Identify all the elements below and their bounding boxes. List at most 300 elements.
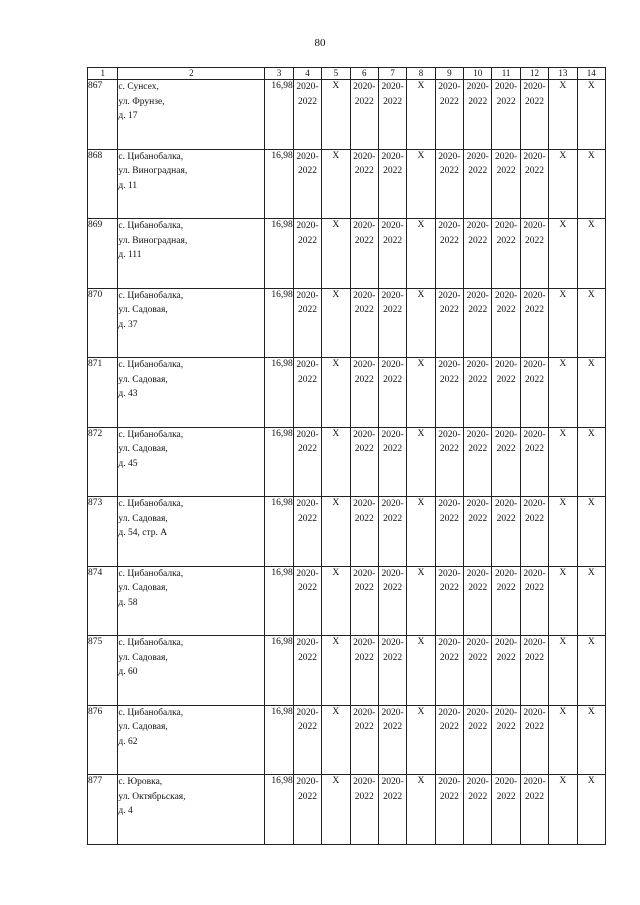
year-range-cell — [350, 705, 378, 775]
x-mark-cell: Х — [577, 288, 605, 358]
address-line: ул. Садовая, — [118, 513, 168, 524]
year-line: 2020- — [296, 82, 319, 92]
year-line: 2020- — [494, 568, 518, 579]
page-number: 80 — [314, 37, 326, 49]
year-line: 2022 — [439, 444, 459, 454]
x-mark-cell: Х — [577, 358, 605, 428]
year-line: 2022 — [383, 166, 403, 176]
year-line: 2022 — [524, 722, 544, 732]
year-line: 2020- — [296, 221, 319, 231]
year-line: 2022 — [468, 305, 488, 315]
year-range-cell — [435, 775, 463, 845]
address-cell — [118, 358, 265, 428]
address-line: ул. Фрунзе, — [118, 96, 165, 107]
year-range-cell — [350, 288, 378, 358]
year-line: 2020- — [438, 777, 461, 787]
year-line: 2020- — [296, 429, 319, 440]
year-line: 2022 — [468, 235, 488, 246]
year-line: 2022 — [439, 513, 459, 524]
year-line: 2022 — [439, 374, 459, 385]
year-line: 2020- — [466, 499, 489, 509]
column-header: 2 — [118, 68, 265, 80]
year-line: 2020- — [296, 360, 319, 370]
year-line: 2022 — [496, 722, 516, 732]
address-line: ул. Октябрьская, — [118, 791, 186, 802]
year-line: 2020- — [381, 221, 404, 231]
year-line: 2020- — [523, 429, 546, 440]
year-line: 2020- — [438, 707, 461, 718]
year-range-cell — [464, 636, 492, 706]
year-range-cell — [520, 80, 548, 150]
year-line: 2022 — [496, 583, 516, 593]
year-range-cell — [293, 358, 321, 428]
year-line: 2022 — [439, 791, 459, 802]
address-line: с. Цибанобалка, — [118, 360, 184, 370]
year-range-cell — [464, 219, 492, 289]
year-line: 2022 — [439, 166, 459, 176]
year-range-cell — [435, 149, 463, 219]
value-cell: 16,98 — [265, 358, 293, 428]
year-line: 2020- — [296, 290, 319, 301]
year-line: 2020- — [466, 151, 489, 162]
year-line: 2020- — [494, 151, 518, 162]
value-cell: 16,98 — [265, 80, 293, 150]
address-cell — [118, 427, 265, 497]
column-header: 7 — [378, 68, 406, 80]
table-row — [88, 80, 606, 150]
year-line: 2022 — [496, 96, 516, 107]
year-line: 2020- — [494, 360, 518, 370]
year-line: 2022 — [297, 513, 317, 524]
year-range-cell — [378, 288, 406, 358]
x-mark-cell: Х — [322, 219, 350, 289]
row-number-cell: 876 — [88, 705, 118, 775]
row-number-cell: 877 — [88, 775, 118, 845]
year-line: 2020- — [466, 568, 489, 579]
year-line: 2022 — [468, 444, 488, 454]
year-range-cell — [464, 775, 492, 845]
address-line: д. 54, стр. А — [118, 528, 168, 538]
year-range-cell — [378, 427, 406, 497]
year-line: 2022 — [468, 513, 488, 524]
address-cell — [118, 497, 265, 567]
year-line: 2020- — [523, 638, 546, 648]
year-line: 2020- — [494, 499, 518, 509]
year-range-cell — [378, 80, 406, 150]
year-line: 2020- — [353, 221, 376, 231]
year-line: 2022 — [524, 166, 544, 176]
year-range-cell — [293, 149, 321, 219]
x-mark-cell: Х — [549, 219, 577, 289]
year-range-cell — [378, 219, 406, 289]
address-line: ул. Садовая, — [118, 722, 168, 732]
year-line: 2020- — [381, 638, 404, 648]
year-line: 2022 — [468, 166, 488, 176]
year-line: 2020- — [494, 638, 518, 648]
year-line: 2020- — [438, 568, 461, 579]
year-range-cell — [350, 80, 378, 150]
address-line: с. Цибанобалка, — [118, 499, 184, 509]
year-line: 2022 — [297, 791, 317, 802]
year-line: 2022 — [524, 96, 544, 107]
table-row — [88, 149, 606, 219]
row-number-cell: 868 — [88, 149, 118, 219]
year-line: 2020- — [438, 221, 461, 231]
year-line: 2022 — [383, 374, 403, 385]
year-line: 2020- — [381, 360, 404, 370]
year-range-cell — [293, 497, 321, 567]
column-header: 14 — [577, 68, 605, 80]
column-header: 6 — [350, 68, 378, 80]
x-mark-cell: Х — [549, 705, 577, 775]
year-line: 2020- — [466, 360, 489, 370]
year-line: 2020- — [494, 707, 518, 718]
year-line: 2020- — [296, 151, 319, 162]
year-line: 2020- — [466, 707, 489, 718]
year-line: 2022 — [496, 235, 516, 246]
address-line: с. Юровка, — [118, 777, 163, 787]
x-mark-cell: Х — [322, 566, 350, 636]
row-number-cell: 875 — [88, 636, 118, 706]
year-range-cell — [378, 358, 406, 428]
year-line: 2020- — [296, 638, 319, 648]
year-range-cell — [435, 219, 463, 289]
year-line: 2020- — [381, 707, 404, 718]
year-range-cell — [378, 149, 406, 219]
year-line: 2020- — [296, 777, 319, 787]
year-line: 2020- — [296, 568, 319, 579]
year-line: 2020- — [381, 568, 404, 579]
address-line: д. 37 — [118, 319, 138, 330]
header-row — [88, 68, 606, 80]
value-cell: 16,98 — [265, 427, 293, 497]
x-mark-cell: Х — [322, 427, 350, 497]
year-line: 2020- — [353, 82, 376, 92]
year-line: 2022 — [354, 96, 374, 107]
year-line: 2022 — [354, 444, 374, 454]
year-range-cell — [378, 497, 406, 567]
address-line: д. 4 — [118, 806, 133, 816]
address-line: с. Цибанобалка, — [118, 568, 184, 579]
year-line: 2022 — [468, 96, 488, 107]
x-mark-cell: Х — [549, 288, 577, 358]
data-table — [87, 67, 606, 845]
table-body — [88, 80, 606, 845]
x-mark-cell: Х — [577, 705, 605, 775]
table-row — [88, 636, 606, 706]
year-range-cell — [492, 705, 520, 775]
year-line: 2020- — [494, 290, 518, 301]
column-header: 11 — [492, 68, 520, 80]
year-line: 2022 — [297, 374, 317, 385]
address-line: д. 62 — [118, 736, 138, 747]
year-line: 2022 — [383, 235, 403, 246]
x-mark-cell: Х — [322, 497, 350, 567]
row-number-cell: 870 — [88, 288, 118, 358]
address-line: с. Цибанобалка, — [118, 707, 184, 718]
year-line: 2022 — [496, 791, 516, 802]
year-range-cell — [350, 427, 378, 497]
address-line: д. 17 — [118, 111, 138, 121]
address-line: ул. Виноградная, — [118, 166, 188, 176]
year-line: 2022 — [439, 96, 459, 107]
year-line: 2020- — [466, 290, 489, 301]
year-range-cell — [350, 358, 378, 428]
x-mark-cell: Х — [549, 566, 577, 636]
year-line: 2022 — [468, 374, 488, 385]
address-cell — [118, 80, 265, 150]
column-header: 8 — [407, 68, 435, 80]
x-mark-cell: Х — [577, 149, 605, 219]
year-range-cell — [435, 358, 463, 428]
year-line: 2022 — [439, 722, 459, 732]
x-mark-cell: Х — [407, 80, 435, 150]
year-range-cell — [492, 427, 520, 497]
table-row — [88, 566, 606, 636]
x-mark-cell: Х — [577, 80, 605, 150]
row-number-cell: 869 — [88, 219, 118, 289]
year-line: 2020- — [353, 360, 376, 370]
year-line: 2020- — [353, 568, 376, 579]
year-line: 2022 — [354, 583, 374, 593]
year-line: 2020- — [438, 638, 461, 648]
year-line: 2022 — [297, 652, 317, 663]
x-mark-cell: Х — [322, 705, 350, 775]
address-line: ул. Садовая, — [118, 374, 168, 385]
value-cell: 16,98 — [265, 636, 293, 706]
year-range-cell — [464, 497, 492, 567]
year-line: 2020- — [381, 82, 404, 92]
year-range-cell — [378, 636, 406, 706]
year-range-cell — [492, 149, 520, 219]
year-range-cell — [492, 497, 520, 567]
year-range-cell — [520, 497, 548, 567]
value-cell: 16,98 — [265, 566, 293, 636]
year-line: 2022 — [524, 444, 544, 454]
year-line: 2022 — [354, 791, 374, 802]
address-line: д. 11 — [118, 180, 138, 191]
year-line: 2022 — [439, 583, 459, 593]
row-number-cell: 867 — [88, 80, 118, 150]
year-line: 2020- — [494, 429, 518, 440]
year-range-cell — [520, 427, 548, 497]
year-range-cell — [520, 358, 548, 428]
year-line: 2022 — [383, 96, 403, 107]
year-line: 2022 — [297, 722, 317, 732]
x-mark-cell: Х — [549, 497, 577, 567]
x-mark-cell: Х — [407, 775, 435, 845]
x-mark-cell: Х — [322, 288, 350, 358]
address-cell — [118, 705, 265, 775]
column-header: 9 — [435, 68, 463, 80]
table-row — [88, 288, 606, 358]
year-range-cell — [293, 219, 321, 289]
year-line: 2020- — [523, 707, 546, 718]
year-line: 2022 — [354, 305, 374, 315]
year-line: 2020- — [466, 638, 489, 648]
year-line: 2020- — [466, 82, 489, 92]
address-line: с. Цибанобалка, — [118, 290, 184, 301]
year-line: 2022 — [524, 513, 544, 524]
year-line: 2020- — [353, 151, 376, 162]
year-line: 2022 — [496, 166, 516, 176]
year-line: 2022 — [439, 235, 459, 246]
x-mark-cell: Х — [407, 497, 435, 567]
x-mark-cell: Х — [549, 80, 577, 150]
year-line: 2022 — [354, 374, 374, 385]
year-line: 2020- — [438, 151, 461, 162]
x-mark-cell: Х — [407, 219, 435, 289]
x-mark-cell: Х — [549, 636, 577, 706]
year-line: 2020- — [381, 429, 404, 440]
value-cell: 16,98 — [265, 497, 293, 567]
year-line: 2022 — [496, 652, 516, 663]
address-line: д. 58 — [118, 597, 138, 608]
year-range-cell — [378, 705, 406, 775]
year-line: 2022 — [496, 374, 516, 385]
year-line: 2020- — [438, 290, 461, 301]
x-mark-cell: Х — [322, 636, 350, 706]
address-line: д. 111 — [118, 250, 142, 260]
year-line: 2022 — [496, 444, 516, 454]
x-mark-cell: Х — [577, 566, 605, 636]
year-line: 2022 — [297, 444, 317, 454]
x-mark-cell: Х — [407, 288, 435, 358]
year-range-cell — [492, 636, 520, 706]
column-header: 10 — [464, 68, 492, 80]
year-line: 2020- — [494, 82, 518, 92]
year-line: 2020- — [523, 777, 546, 787]
year-range-cell — [464, 705, 492, 775]
year-range-cell — [492, 288, 520, 358]
year-line: 2022 — [524, 305, 544, 315]
year-range-cell — [293, 636, 321, 706]
year-line: 2020- — [353, 290, 376, 301]
x-mark-cell: Х — [407, 358, 435, 428]
address-line: с. Цибанобалка, — [118, 151, 184, 162]
year-range-cell — [520, 705, 548, 775]
year-range-cell — [435, 497, 463, 567]
year-line: 2020- — [296, 499, 319, 509]
year-line: 2022 — [524, 583, 544, 593]
year-line: 2020- — [466, 777, 489, 787]
address-line: с. Цибанобалка, — [118, 221, 184, 231]
year-line: 2020- — [381, 499, 404, 509]
year-line: 2020- — [438, 429, 461, 440]
year-line: 2022 — [468, 652, 488, 663]
value-cell: 16,98 — [265, 288, 293, 358]
year-line: 2022 — [297, 305, 317, 315]
x-mark-cell: Х — [407, 566, 435, 636]
value-cell: 16,98 — [265, 705, 293, 775]
table-row — [88, 775, 606, 845]
year-range-cell — [435, 80, 463, 150]
year-range-cell — [520, 775, 548, 845]
year-line: 2022 — [354, 652, 374, 663]
year-line: 2020- — [494, 221, 518, 231]
year-range-cell — [293, 566, 321, 636]
x-mark-cell: Х — [407, 636, 435, 706]
year-line: 2022 — [524, 374, 544, 385]
x-mark-cell: Х — [322, 80, 350, 150]
value-cell: 16,98 — [265, 149, 293, 219]
column-header: 13 — [549, 68, 577, 80]
year-range-cell — [492, 775, 520, 845]
row-number-cell: 872 — [88, 427, 118, 497]
year-range-cell — [435, 636, 463, 706]
column-header: 4 — [293, 68, 321, 80]
x-mark-cell: Х — [577, 497, 605, 567]
table-row — [88, 219, 606, 289]
x-mark-cell: Х — [407, 149, 435, 219]
row-number-cell: 874 — [88, 566, 118, 636]
year-range-cell — [435, 427, 463, 497]
address-line: ул. Садовая, — [118, 583, 168, 593]
row-number-cell: 871 — [88, 358, 118, 428]
year-line: 2020- — [381, 151, 404, 162]
year-line: 2022 — [468, 791, 488, 802]
address-line: д. 60 — [118, 667, 138, 677]
address-cell — [118, 636, 265, 706]
year-line: 2022 — [496, 305, 516, 315]
x-mark-cell: Х — [549, 775, 577, 845]
year-range-cell — [350, 775, 378, 845]
year-line: 2022 — [297, 166, 317, 176]
year-range-cell — [350, 566, 378, 636]
year-line: 2020- — [353, 638, 376, 648]
year-line: 2020- — [523, 151, 546, 162]
x-mark-cell: Х — [549, 427, 577, 497]
year-line: 2022 — [297, 96, 317, 107]
year-range-cell — [464, 149, 492, 219]
x-mark-cell: Х — [322, 775, 350, 845]
address-cell — [118, 219, 265, 289]
year-range-cell — [464, 566, 492, 636]
year-line: 2020- — [523, 499, 546, 509]
x-mark-cell: Х — [549, 149, 577, 219]
x-mark-cell: Х — [407, 705, 435, 775]
year-range-cell — [435, 288, 463, 358]
year-line: 2022 — [383, 305, 403, 315]
year-line: 2020- — [353, 707, 376, 718]
x-mark-cell: Х — [549, 358, 577, 428]
year-range-cell — [492, 219, 520, 289]
year-line: 2022 — [354, 166, 374, 176]
address-line: д. 43 — [118, 389, 138, 399]
year-line: 2020- — [353, 429, 376, 440]
year-range-cell — [293, 427, 321, 497]
year-line: 2020- — [466, 429, 489, 440]
year-range-cell — [492, 80, 520, 150]
row-number-cell: 873 — [88, 497, 118, 567]
year-range-cell — [350, 497, 378, 567]
address-line: с. Сунсех, — [118, 82, 159, 92]
year-line: 2020- — [296, 707, 319, 718]
address-cell — [118, 566, 265, 636]
address-line: с. Цибанобалка, — [118, 638, 184, 648]
year-line: 2022 — [468, 583, 488, 593]
address-line: ул. Садовая, — [118, 652, 168, 663]
year-line: 2022 — [383, 513, 403, 524]
year-line: 2022 — [439, 305, 459, 315]
value-cell: 16,98 — [265, 219, 293, 289]
year-range-cell — [464, 288, 492, 358]
year-line: 2020- — [523, 82, 546, 92]
year-line: 2020- — [466, 221, 489, 231]
year-range-cell — [520, 288, 548, 358]
x-mark-cell: Х — [577, 775, 605, 845]
year-range-cell — [435, 705, 463, 775]
